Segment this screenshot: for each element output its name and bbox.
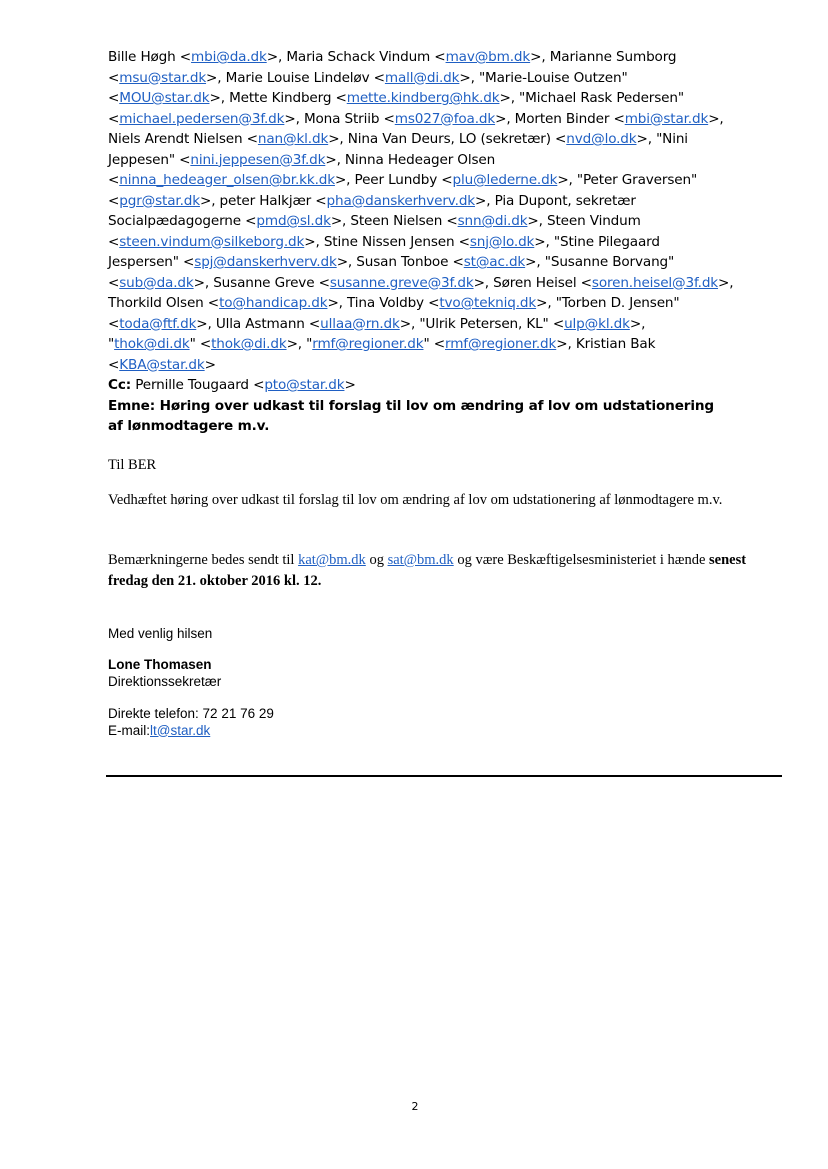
- recipient-email-link[interactable]: nan@kl.dk: [257, 131, 329, 147]
- cc-line: [108, 375, 733, 396]
- recipient-line: [108, 293, 733, 314]
- recipient-email-link[interactable]: rmf@regioner.dk: [445, 336, 557, 352]
- recipient-email-link[interactable]: rmf@regioner.dk: [312, 336, 424, 352]
- recipient-email-link[interactable]: thok@di.dk: [211, 336, 287, 352]
- divider: [106, 775, 782, 777]
- recipient-text: >, Maria Schack Vindum <: [266, 49, 446, 65]
- recipient-text: >, Nina Van Deurs, LO (sekretær) <: [328, 131, 567, 147]
- closing: Med venlig hilsen: [108, 626, 213, 641]
- recipient-text: <: [108, 69, 120, 86]
- recipient-text: >, Ulla Astmann <: [196, 315, 321, 332]
- recipient-text: " <: [189, 336, 212, 352]
- para2-mid: og være Beskæftigelsesministeriet i hænde: [453, 552, 710, 568]
- recipient-text: >, "Stine Pilegaard: [534, 233, 660, 250]
- recipient-line: [108, 211, 733, 232]
- recipient-email-link[interactable]: pgr@star.dk: [119, 192, 200, 209]
- signer-title: Direktionssekretær: [108, 673, 222, 689]
- page-number: 2: [411, 1100, 419, 1113]
- recipient-text: >, "Michael Rask Pedersen": [499, 90, 684, 106]
- recipient-email-link[interactable]: snn@di.dk: [457, 213, 528, 229]
- recipient-line: [108, 355, 733, 376]
- recipient-text: >: [204, 356, 216, 373]
- recipient-email-link[interactable]: st@ac.dk: [463, 254, 526, 270]
- recipient-email-link[interactable]: mette.kindberg@hk.dk: [346, 90, 500, 106]
- recipient-text: >, "Torben D. Jensen": [536, 295, 680, 311]
- recipient-email-link[interactable]: snj@lo.dk: [469, 233, 535, 250]
- recipient-text: >,: [718, 274, 734, 291]
- recipient-email-link[interactable]: msu@star.dk: [119, 69, 207, 86]
- recipient-line: [108, 150, 733, 171]
- recipient-email-link[interactable]: thok@di.dk: [114, 336, 190, 352]
- recipient-email-link[interactable]: ms027@foa.dk: [394, 110, 496, 127]
- signer-email-link[interactable]: lt@star.dk: [150, 722, 211, 738]
- recipient-text: Bille Høgh <: [108, 49, 192, 65]
- para2-og: og: [365, 552, 388, 568]
- recipient-email-link[interactable]: MOU@star.dk: [119, 90, 210, 106]
- recipient-text: >, ": [286, 336, 313, 352]
- recipient-email-link[interactable]: pha@danskerhverv.dk: [326, 192, 476, 209]
- cc-email-link[interactable]: pto@star.dk: [264, 377, 345, 393]
- recipient-line: [108, 109, 733, 130]
- recipient-text: <: [108, 110, 120, 127]
- recipient-list: [108, 47, 733, 375]
- recipient-text: >,: [708, 110, 724, 127]
- recipient-text: <: [108, 192, 120, 209]
- recipient-text: <: [108, 356, 120, 373]
- recipient-email-link[interactable]: mall@di.dk: [384, 69, 460, 86]
- recipient-email-link[interactable]: tvo@tekniq.dk: [439, 295, 537, 311]
- recipient-text: ": [108, 336, 115, 352]
- recipient-text: >, Kristian Bak: [556, 336, 656, 352]
- recipient-text: >, Tina Voldby <: [327, 295, 440, 311]
- kat-email-link[interactable]: kat@bm.dk: [298, 552, 366, 568]
- recipient-text: <: [108, 274, 120, 291]
- deadline-text: senest fredag den 21. oktober 2016 kl. 12.: [108, 552, 747, 589]
- recipient-text: >, "Susanne Borvang": [525, 254, 675, 270]
- signature-block: [108, 657, 608, 690]
- recipient-email-link[interactable]: sub@da.dk: [119, 274, 194, 291]
- recipient-email-link[interactable]: michael.pedersen@3f.dk: [119, 110, 285, 127]
- recipient-text: " <: [423, 336, 446, 352]
- cc-name: Pernille Tougaard <: [131, 377, 265, 393]
- recipient-text: >, Ninna Hedeager Olsen: [325, 151, 496, 168]
- recipient-email-link[interactable]: toda@ftf.dk: [119, 315, 197, 332]
- recipient-text: Jeppesen" <: [108, 151, 191, 168]
- recipient-email-link[interactable]: soren.heisel@3f.dk: [591, 274, 719, 291]
- recipient-text: >, "Ulrik Petersen, KL" <: [399, 315, 565, 332]
- recipient-email-link[interactable]: susanne.greve@3f.dk: [329, 274, 474, 291]
- recipient-text: >, Peer Lundby <: [334, 172, 453, 188]
- para2-prefix: Bemærkningerne bedes sendt til: [108, 552, 299, 568]
- recipient-text: >, "Nini: [636, 131, 688, 147]
- recipient-text: Jespersen" <: [108, 254, 195, 270]
- recipient-line: [108, 68, 733, 89]
- recipient-text: >, "Peter Graversen": [557, 172, 698, 188]
- recipient-text: >, Susan Tonboe <: [336, 254, 464, 270]
- recipient-text: >, Steen Vindum: [527, 213, 641, 229]
- recipient-email-link[interactable]: spj@danskerhverv.dk: [194, 254, 337, 270]
- recipient-text: >, Steen Nielsen <: [330, 213, 458, 229]
- recipient-email-link[interactable]: mav@bm.dk: [445, 49, 531, 65]
- recipient-text: Socialpædagogerne <: [108, 213, 257, 229]
- recipient-line: [108, 314, 733, 335]
- recipient-email-link[interactable]: to@handicap.dk: [219, 295, 328, 311]
- recipient-text: <: [108, 172, 120, 188]
- recipient-line: [108, 129, 733, 150]
- recipient-email-link[interactable]: ullaa@rn.dk: [320, 315, 400, 332]
- recipient-line: [108, 334, 733, 355]
- recipient-email-link[interactable]: nvd@lo.dk: [566, 131, 637, 147]
- recipient-line: [108, 252, 733, 273]
- recipient-email-link[interactable]: KBA@star.dk: [119, 356, 205, 373]
- body-paragraph-2: [108, 550, 748, 592]
- recipient-text: >, Mette Kindberg <: [209, 90, 347, 106]
- recipient-email-link[interactable]: ulp@kl.dk: [564, 315, 630, 332]
- body-paragraph-1: Vedhæftet høring over udkast til forslag til lov om ændring af lov om udstationering af lønmodtagere m.v.: [108, 492, 723, 508]
- recipient-text: >, "Marie-Louise Outzen": [459, 69, 628, 86]
- recipient-line: [108, 232, 733, 253]
- recipient-text: >, Morten Binder <: [495, 110, 625, 127]
- recipient-email-link[interactable]: mbi@star.dk: [624, 110, 709, 127]
- recipient-text: >, Marie Louise Lindeløv <: [206, 69, 385, 86]
- recipient-text: >, Mona Striib <: [284, 110, 395, 127]
- cc-label: Cc:: [108, 377, 132, 393]
- recipient-text: >, Stine Nissen Jensen <: [304, 233, 470, 250]
- recipient-line: [108, 47, 733, 68]
- recipient-text: <: [108, 233, 120, 250]
- email-header: [108, 47, 733, 437]
- recipient-text: <: [108, 315, 120, 332]
- recipient-email-link[interactable]: nini.jeppesen@3f.dk: [190, 151, 326, 168]
- recipient-line: [108, 88, 733, 109]
- recipient-text: >, Søren Heisel <: [473, 274, 592, 291]
- recipient-text: >, Marianne Sumborg: [530, 49, 677, 65]
- recipient-text: >, Pia Dupont, sekretær: [475, 192, 636, 209]
- recipient-text: >, peter Halkjær <: [199, 192, 327, 209]
- phone: Direkte telefon: 72 21 76 29: [108, 706, 274, 721]
- subject-line: Emne: Høring over udkast til forslag til lov om ændring af lov om udstationering af lønmodtagere m.v.: [108, 397, 714, 434]
- email-line: [108, 723, 608, 740]
- recipient-text: >, Susanne Greve <: [193, 274, 330, 291]
- recipient-email-link[interactable]: steen.vindum@silkeborg.dk: [119, 233, 305, 250]
- sat-email-link[interactable]: sat@bm.dk: [387, 552, 454, 568]
- recipient-email-link[interactable]: mbi@da.dk: [191, 49, 267, 65]
- cc-close: >: [344, 377, 356, 393]
- contact-block: [108, 706, 608, 739]
- email-label: E-mail:: [108, 722, 151, 738]
- recipient-text: Thorkild Olsen <: [108, 295, 220, 311]
- recipient-text: Niels Arendt Nielsen <: [108, 131, 258, 147]
- recipient-email-link[interactable]: plu@lederne.dk: [452, 172, 558, 188]
- signer-name: Lone Thomasen: [108, 657, 212, 672]
- recipient-text: <: [108, 90, 120, 106]
- recipient-email-link[interactable]: pmd@sl.dk: [256, 213, 331, 229]
- recipient-text: >,: [629, 315, 646, 332]
- recipient-line: [108, 191, 733, 212]
- recipient-line: [108, 170, 733, 191]
- recipient-line: [108, 273, 733, 294]
- recipient-email-link[interactable]: ninna_hedeager_olsen@br.kk.dk: [119, 172, 335, 188]
- greeting: Til BER: [108, 457, 157, 473]
